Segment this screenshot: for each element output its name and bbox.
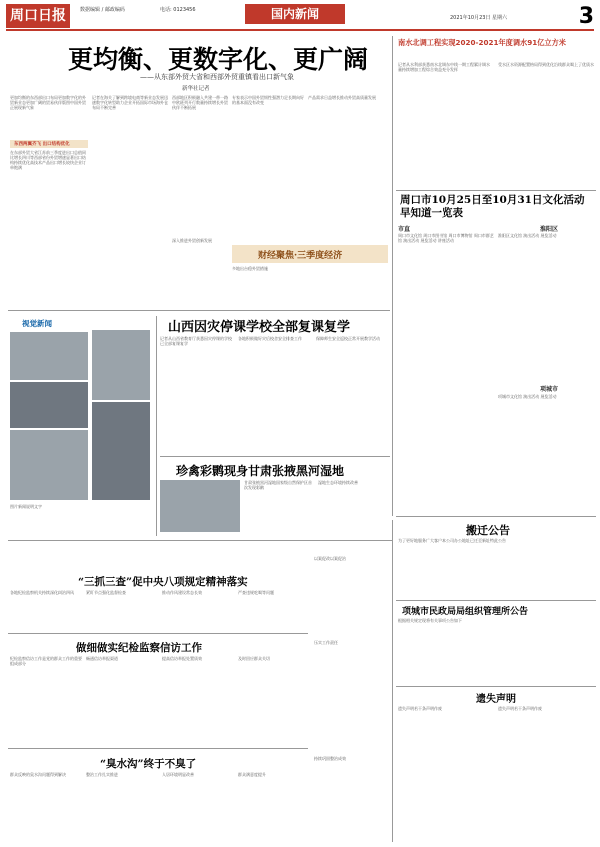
events-column-left — [398, 224, 494, 514]
main-story-text-8: 多地出台稳外贸措施 — [232, 266, 268, 271]
photo-1 — [10, 332, 88, 380]
events-region-huaiyang: 淮阳区 — [540, 226, 559, 233]
sanzhua-text-1: 各地纪检监察机关持续深化纠治四风 — [10, 590, 74, 595]
photo-2 — [10, 382, 88, 428]
sanzhua-text-2: 紧盯节点强化监督检查 — [86, 590, 126, 595]
move-notice-text: 为了更好地服务广大客户本公司办公地址已迁至新址特此公告 — [398, 538, 506, 543]
main-story-text-4: 西部地区积极融入共建一带一路中欧班列开行数量持续增长外贸伙伴不断拓展 — [172, 95, 228, 110]
divider-7 — [8, 748, 308, 749]
org-notice-text: 根据相关规定现将有关事项公告如下 — [398, 618, 462, 623]
header-rule — [6, 29, 594, 31]
main-story-text-3: 记者在海关了解到跨境电商等新业态发展迅速数字化转型助力企业开拓国际市场海外仓布局不断完善 — [92, 95, 168, 110]
choushuigou-text-4: 群众满意度提升 — [238, 772, 266, 777]
xinfang-text-5: 压实工作责任 — [314, 640, 338, 645]
events-headline: 周口市10月25日至10月31日文化活动早知道一览表 — [400, 194, 585, 219]
divider-1 — [8, 310, 390, 311]
choushuigou-headline: “臭水沟”终于不臭了 — [100, 758, 197, 770]
xinfang-text-2: 畅通信访举报渠道 — [86, 656, 118, 661]
column-divider-right — [392, 36, 393, 516]
choushuigou-text-2: 整治工作扎实推进 — [86, 772, 118, 777]
gansu-text-2: 湿地生态环境持续改善 — [318, 480, 358, 485]
sanzhua-text-4: 严查违规吃喝等问题 — [238, 590, 274, 595]
shanxi-text-2: 各地积极做好灾后校舍安全排查工作 — [238, 336, 302, 341]
column-divider-mid — [156, 316, 157, 536]
lost-notice-text-1: 遗失声明若干条声明作废 — [398, 706, 442, 711]
xinfang-text-4: 及时回应群众关切 — [238, 656, 270, 661]
header-date: 2021年10月23日 星期六 — [450, 15, 508, 21]
header-meta: 数据编辑 / 邮政编码 — [80, 7, 125, 13]
choushuigou-text-3: 人居环境明显改善 — [162, 772, 194, 777]
choushuigou-text-1: 群众反映的臭水沟问题得到解决 — [10, 772, 66, 777]
events-region-city: 市直 — [398, 226, 411, 233]
section-tab: 国内新闻 — [245, 4, 345, 24]
divider-6 — [8, 633, 308, 634]
photo-captions: 图片新闻说明文字 — [10, 504, 42, 509]
divider-4 — [160, 456, 390, 457]
photo-5 — [10, 430, 88, 500]
lost-notice-title: 遗失声明 — [476, 694, 516, 705]
page-header — [0, 0, 600, 30]
sanzhua-text-5: 以案促改以案促治 — [314, 556, 346, 561]
divider-2 — [396, 190, 596, 191]
photo-3 — [92, 330, 150, 400]
events-region-xiangcheng: 项城市 — [540, 386, 559, 393]
gansu-text-1: 甘肃张掖黑河湿地国家级自然保护区首次发现彩鹮 — [244, 480, 312, 490]
right-story-headline: 南水北调工程实现2020-2021年度调水91亿立方米 — [398, 38, 566, 47]
events-list-left: 周口市文化馆 周口市图书馆 周口市博物馆 周口市群艺馆 演出活动 展览活动 讲座活动 — [398, 233, 494, 243]
column-head: 东西两翼齐飞 出口结构优化 — [14, 142, 70, 147]
shanxi-headline: 山西因灾停课学校全部复课复学 — [168, 320, 351, 335]
main-story-text-5: 专家表示中国外贸韧性强潜力足长期向好的基本面没有改变 — [232, 95, 304, 105]
masthead-logo: 周口日报 — [6, 4, 70, 28]
main-story-text-7: 深入推进外贸创新发展 — [172, 238, 212, 243]
main-story-text-2: 在东部外贸大省江苏前三季度进出口总值同比增长四川等西部省份外贸增速显著出口结构持续优化高技术产品出口增长较快企业订单饱满 — [10, 150, 86, 170]
shanxi-text-3: 保障师生安全返校正常开展教学活动 — [316, 336, 380, 341]
org-notice-title: 项城市民政局局组织管理所公告 — [402, 607, 529, 617]
header-phone: 电话: 0123456 — [160, 7, 196, 13]
xinfang-headline: 做细做实纪检监察信访工作 — [76, 642, 202, 654]
events-column-right — [498, 224, 594, 514]
right-story-text-1: 记者从水利部获悉南水北调东中线一期工程累计调水量持续增加工程综合效益充分发挥 — [398, 62, 490, 72]
events-list-right-2: 项城市文化馆 演出活动 展览活动 — [498, 394, 557, 399]
xinfang-text-1: 纪检监察信访工作是党的群众工作的重要组成部分 — [10, 656, 82, 666]
photo-news-label: 视觉新闻 — [22, 319, 52, 328]
column-divider-notices — [392, 520, 393, 842]
lost-notice-text-2: 遗失声明若干条声明作废 — [498, 706, 542, 711]
photo-4 — [92, 402, 150, 500]
main-story-text-1: 更加均衡的东西部出口布局更加数字化的外贸新业态更加广阔的贸易伙伴版图中国外贸正展现新气象 — [10, 95, 86, 110]
move-notice-title: 搬迁公告 — [466, 524, 510, 537]
divider-3 — [396, 516, 596, 517]
ibis-photo — [160, 480, 240, 532]
xinfang-text-3: 提高信访举报处置质效 — [162, 656, 202, 661]
main-story-text-6: 产品需求日益增长推动外贸高质量发展 — [308, 95, 376, 100]
events-list-right-1: 淮阳区文化馆 演出活动 展览活动 — [498, 233, 557, 238]
right-story-text-2: 受水区水资源配置格局得到优化沿线群众喝上了优质水 — [498, 62, 594, 67]
page-number: 3 — [578, 4, 594, 29]
sanzhua-text-3: 推动作风建设常态长效 — [162, 590, 202, 595]
sanzhua-headline: “三抓三查”促中央八项规定精神落实 — [78, 576, 248, 588]
main-headline: 更均衡、更数字化、更广阔 — [68, 45, 369, 74]
choushuigou-text-5: 持续巩固整治成效 — [314, 756, 346, 761]
divider-8 — [396, 600, 596, 601]
divider-5 — [8, 540, 392, 541]
main-subhead: ——从东部外贸大省和西部外贸重镇看出口新气象 — [140, 73, 294, 81]
gansu-headline: 珍禽彩鹮现身甘肃张掖黑河湿地 — [176, 464, 345, 478]
shanxi-text-1: 记者从山西省教育厅获悉因灾停课的学校已全部复课复学 — [160, 336, 232, 346]
finance-banner-text: 财经聚焦·三季度经济 — [258, 251, 343, 261]
divider-9 — [396, 686, 596, 687]
main-byline: 新华社记者 — [182, 86, 210, 92]
